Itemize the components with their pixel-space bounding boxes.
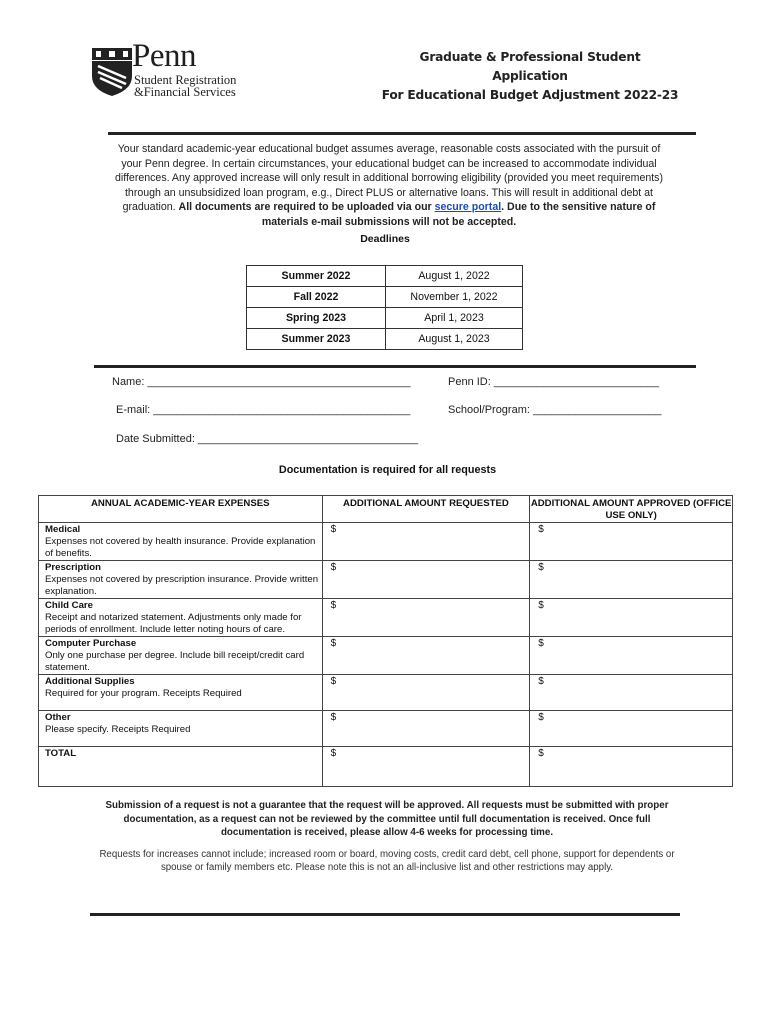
deadline-term: Summer 2023	[247, 329, 386, 350]
school-program-field[interactable]: School/Program: _____________________	[448, 404, 662, 416]
deadline-date: August 1, 2023	[386, 329, 523, 350]
expense-title: Computer Purchase	[45, 638, 137, 649]
table-row	[247, 266, 523, 287]
intro-paragraph	[108, 142, 670, 229]
deadline-date: April 1, 2023	[386, 308, 523, 329]
deadline-date: August 1, 2022	[386, 266, 523, 287]
submission-note: Submission of a request is not a guarantee that the request will be approved. All requests must be submitted with proper documentation, as a request can not be reviewed by the committee until full documentation is received. Once full documentation is received, please allow 4-6 weeks for processing time.	[105, 800, 669, 838]
bottom-divider	[90, 913, 680, 916]
deadline-term: Spring 2023	[247, 308, 386, 329]
expense-detail: Please specify. Receipts Required	[45, 724, 191, 735]
expense-detail: Only one purchase per degree. Include bill receipt/credit card statement.	[45, 650, 305, 673]
expense-description	[39, 599, 323, 637]
logo-wordmark: Penn	[132, 38, 196, 74]
requested-amount-input[interactable]: $	[322, 637, 530, 675]
expense-title: Child Care	[45, 600, 93, 611]
requested-column-header: ADDITIONAL AMOUNT REQUESTED	[322, 496, 530, 523]
penn-id-field[interactable]: Penn ID: ___________________________	[448, 376, 660, 388]
deadlines-heading: Deadlines	[360, 233, 410, 245]
penn-logo	[88, 38, 248, 99]
intro-text: Your standard academic-year educational budget assumes average, reasonable costs associated with the pursuit of your Penn degree. In certain circumstances, your educational budget can be increased to accommodate individual differences. Any approved increase will only result in additional borrowing eligibility (provided you meet requirements) through an unsubsidized loan program, e.g., Direct PLUS or alternative loans. This will result in additional debt at graduation.	[114, 143, 664, 213]
approved-amount-cell: $	[530, 675, 733, 711]
secure-portal-link[interactable]: secure portal	[434, 201, 502, 213]
total-label	[39, 747, 323, 787]
intro-email-note: . Due to the sensitive nature of materials e-mail submissions will not be accepted.	[261, 201, 656, 228]
total-requested-input[interactable]: $	[322, 747, 530, 787]
top-divider	[108, 132, 696, 135]
table-row	[39, 599, 733, 637]
approved-amount-cell: $	[530, 561, 733, 599]
requested-amount-input[interactable]: $	[322, 711, 530, 747]
expense-title: Additional Supplies	[45, 676, 135, 687]
table-row	[247, 287, 523, 308]
expenses-table	[38, 495, 733, 787]
approved-amount-cell: $	[530, 637, 733, 675]
title-line-2: For Educational Budget Adjustment 2022-23	[381, 88, 679, 102]
expense-description	[39, 711, 323, 747]
table-row	[39, 711, 733, 747]
expense-title: TOTAL	[45, 748, 77, 759]
logo-subtitle-2: &Financial Services	[134, 85, 236, 99]
approved-amount-cell: $	[530, 711, 733, 747]
table-row	[39, 747, 733, 787]
expense-description	[39, 523, 323, 561]
requested-amount-input[interactable]: $	[322, 675, 530, 711]
expense-description	[39, 675, 323, 711]
expense-title: Prescription	[45, 562, 101, 573]
deadlines-table	[246, 265, 523, 350]
expense-detail: Required for your program. Receipts Required	[45, 688, 242, 699]
table-row	[39, 675, 733, 711]
requested-amount-input[interactable]: $	[322, 523, 530, 561]
expense-title: Other	[45, 712, 71, 723]
name-field[interactable]: Name: ___________________________________________	[112, 376, 411, 388]
deadline-term: Summer 2022	[247, 266, 386, 287]
table-header-row	[39, 496, 733, 523]
expense-detail: Expenses not covered by health insurance. Provide explanation of benefits.	[45, 536, 316, 559]
penn-shield-icon	[92, 48, 132, 96]
table-row	[247, 329, 523, 350]
date-submitted-field[interactable]: Date Submitted: ____________________________________	[116, 433, 419, 445]
page-title	[380, 48, 680, 105]
table-row	[39, 637, 733, 675]
table-row	[39, 561, 733, 599]
deadline-date: November 1, 2022	[386, 287, 523, 308]
email-field[interactable]: E-mail: __________________________________________	[116, 404, 411, 416]
intro-upload-note: All documents are required to be uploaded via our	[178, 201, 432, 213]
restrictions-note: Requests for increases cannot include; increased room or board, moving costs, credit card debt, cell phone, support for dependents or spouse or family members etc. Please note this is not an all-inclusive list and other restrictions may apply.	[99, 849, 675, 873]
title-line-1: Graduate & Professional Student Application	[419, 50, 641, 83]
requested-amount-input[interactable]: $	[322, 561, 530, 599]
expense-title: Medical	[45, 524, 81, 535]
total-approved-cell: $	[530, 747, 733, 787]
requested-amount-input[interactable]: $	[322, 599, 530, 637]
deadline-term: Fall 2022	[247, 287, 386, 308]
table-row	[247, 308, 523, 329]
logo-subtitle-1: Student Registration	[134, 73, 237, 87]
approved-amount-cell: $	[530, 599, 733, 637]
middle-divider	[94, 365, 696, 368]
expense-description	[39, 561, 323, 599]
expense-detail: Receipt and notarized statement. Adjustments only made for periods of enrollment. Include letter noting hours of care.	[45, 612, 302, 635]
expenses-column-header: ANNUAL ACADEMIC-YEAR EXPENSES	[39, 496, 323, 523]
approved-amount-cell: $	[530, 523, 733, 561]
documentation-required-heading: Documentation is required for all requests	[278, 464, 497, 476]
expense-detail: Expenses not covered by prescription insurance. Provide written explanation.	[45, 574, 319, 597]
table-row	[39, 523, 733, 561]
approved-column-header: ADDITIONAL AMOUNT APPROVED (OFFICE USE ONLY)	[530, 496, 733, 523]
expense-description	[39, 637, 323, 675]
